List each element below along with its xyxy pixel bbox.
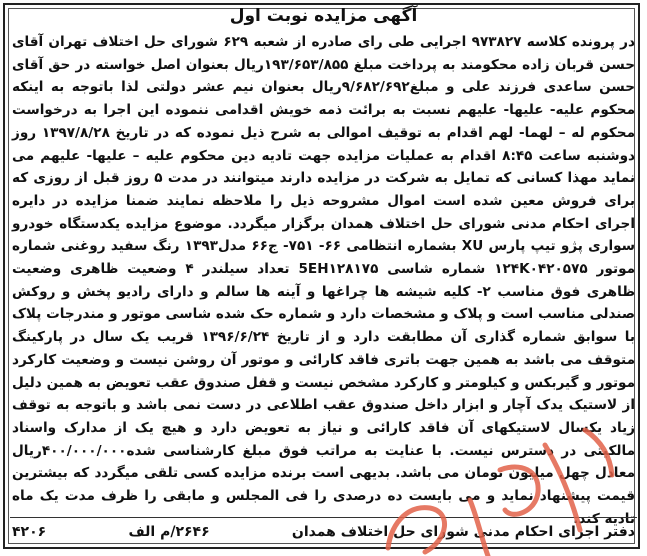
notice-footer (12, 520, 635, 544)
notice-body: در پرونده کلاسه ۹۷۳۸۲۷ اجرایی طی رای صادره از شعبه ۶۲۹ شورای حل اختلاف تهران آقای حسن قربان زاده محکومند به پرداخت مبلغ ۱۹۳/۶۵۳/۸۵۵ریال بعنوان اصل خواسته در حق آقای حسن ساعدی فرزند علی و مبلغ۹/۶۸۲/۶۹۲ریال بعنوان نیم عشر دولتی لذا باتوجه به اینکه محکوم علیه- علیها- علیهم نسبت به برائت ذمه خویش اقدامی ننموده این اجرا به درخواست محکوم له – لهما- لهم اقدام به توقیف اموالی به شرح ذیل نموده که در تاریخ ۱۳۹۷/۸/۲۸ روز دوشنبه ساعت ۸:۴۵ اقدام به عملیات مزایده جهت تادیه دین محکوم علیه – علیها- علیهم می نماید مهذا کسانی که تمایل به شرکت در مزایده دارند میتوانند در مدت ۵ روز قبل از روزی که برای فروش معین شده است اموال مشروحه ذیل را ملاحظه نمایند ضمنا مزایده در دایره اجرای احکام مدنی شورای حل اختلاف همدان برگزار میگردد. موضوع مزایده یکدستگاه خودرو سواری پژو تیپ پارس XU بشماره انتظامی ۶۶- ۷۵۱- ج۶۶ مدل۱۳۹۳ رنگ سفید روغنی شماره موتور ۱۲۴K۰۴۲۰۵۷۵ شماره شاسی 5EH۱۲۸۱۷۵ تعداد سیلندر ۴ وضعیت ظاهری وضعیت ظاهری فوق مناسب ۲- کلیه شیشه ها چراغها و آینه ها سالم و دارای رادیو پخش و روکش صندلی مناسب است و پلاک و مشخصات دارد و شماره حک شده شاسی موتور و مندرجات پلاک با سوابق شماره گذاری آن مطابقت دارد و از تاریخ ۱۳۹۶/۶/۲۴ قریب یک سال در پارکینگ متوقف می باشد به همین جهت باتری فاقد کارائی و موتور آن روشن نیست و وضعیت کارکرد موتور و گیربکس و کیلومتر و کارکرد مشخص نیست و قفل صندوق عقب تعویض به همین دلیل از لاستیک یدک آچار و ابزار داخل صندوق عقب اطلاعی در دست نمی باشد و باتوجه به توقف زیاد یکسال لاستیکهای آن فاقد کارائی و نیاز به تعویض دارد و هیچ یک از مدارک واسناد مالکیتی در دسترس نیست. با عنایت به مراتب فوق مبلغ کارشناسی شده۴۰۰/۰۰۰/۰۰۰ریال معادل چهل میلیون تومان می باشد. بدیهی است برنده مزایده کسی تلقی میگردد که بیشترین قیمت پیشنهاد نماید و می بایست ده درصدی را فی المجلس و مابقی را ظرف مدت یک ماه تادیه کند. (12, 34, 636, 527)
footer-code: ۴۲۰۶ (12, 524, 47, 540)
notice-title: آگهی مزایده نوبت اول (229, 6, 418, 26)
footer-divider (10, 517, 637, 518)
footer-reference: ۲۶۴۶/م الف (128, 524, 210, 540)
footer-office: دفتر اجرای احکام مدنی شورای حل اختلاف همدان (291, 524, 635, 540)
